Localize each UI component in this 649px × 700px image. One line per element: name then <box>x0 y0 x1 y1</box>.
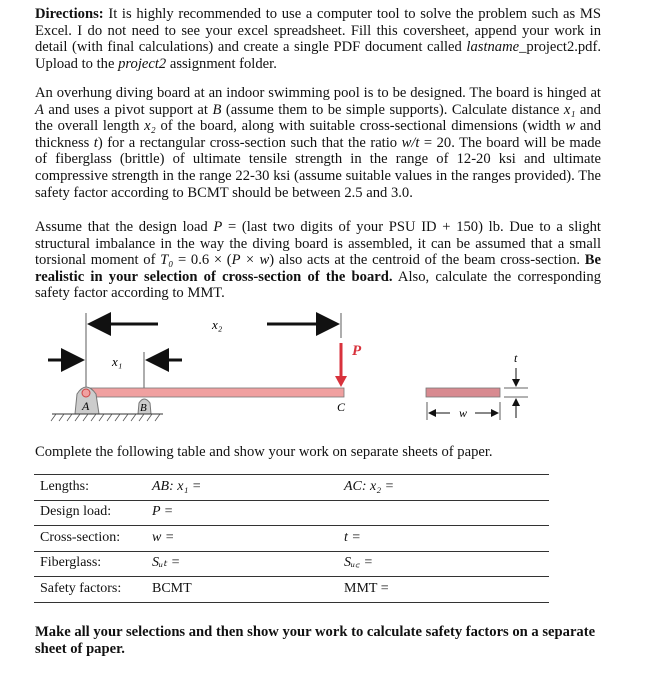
row-label: Safety factors: <box>34 577 146 603</box>
text: ) also acts at the centroid of the beam cross-section. <box>269 252 585 269</box>
text: t <box>93 134 98 151</box>
thickness-label: t <box>514 351 518 365</box>
problem-paragraph <box>35 85 601 201</box>
text: lastname <box>466 39 520 56</box>
cell: Sᵤ꜀ = <box>344 555 373 571</box>
cell: P = <box>152 504 174 520</box>
table-row <box>34 526 549 552</box>
text: ) for a rectangular cross-section such that the ratio <box>97 134 402 151</box>
cell: AB: x₁ = <box>152 478 202 494</box>
text: assignment folder. <box>166 55 277 72</box>
text: w <box>565 118 576 135</box>
text: Also, calculate the corresponding safety factor according to MMT. <box>35 268 601 302</box>
directions-label: Directions: <box>35 6 104 22</box>
cell <box>338 500 549 526</box>
table-caption: Complete the following table and show your work on separate sheets of paper. <box>35 444 493 460</box>
table-row <box>34 577 549 603</box>
text: An overhung diving board at an indoor swimming pool is to be designed. The board is hinged at <box>35 85 601 101</box>
text: = 0.6 × ( <box>173 252 232 269</box>
row-label: Lengths: <box>34 475 146 501</box>
x2-label: x₂ <box>212 317 223 332</box>
diving-board-diagram <box>30 310 630 440</box>
text: Assume that the design load <box>35 219 214 235</box>
text: (assume them to be simple supports). Calculate distance <box>221 101 564 118</box>
load-arrow <box>335 343 362 387</box>
table-row <box>34 475 549 501</box>
cell: t = <box>344 529 361 545</box>
text: x₂ <box>144 118 156 135</box>
dimension-x2 <box>86 313 341 388</box>
point-c-label: C <box>337 400 346 414</box>
load-label: P <box>352 343 362 359</box>
text: It is highly recommended to use a computer tool to solve the problem such as MS Excel. I do not need to see your excel spreadsheet. Fill this coversheet, append your work in detail (with final calculations) and create a single PDF document called <box>35 6 601 56</box>
directions-paragraph <box>35 6 601 72</box>
text: P <box>213 219 223 235</box>
point-a-label: A <box>82 399 90 413</box>
diving-board <box>86 388 344 397</box>
point-b-label: B <box>140 402 147 414</box>
text: = (last two digits of your PSU ID + 150) lb. Due to a slight structural imbalance in the way the diving board is assembled, it can be assumed that a small torsional moment of <box>35 219 601 269</box>
row-label: Design load: <box>34 500 146 526</box>
text: and uses a pivot support at <box>43 101 213 118</box>
cross-section <box>426 351 528 420</box>
dimension-x1 <box>48 352 182 388</box>
cell: Sᵤₜ = <box>152 555 181 571</box>
load-paragraph <box>35 219 601 302</box>
text: _project2.pdf. Upload to the <box>35 39 601 72</box>
text: B <box>212 101 222 118</box>
cell: w = <box>152 529 175 545</box>
text: T₀ <box>160 252 174 269</box>
text: P × w <box>231 252 270 269</box>
text: project2 <box>118 55 167 72</box>
text: x₁ <box>563 101 576 118</box>
row-label: Fiberglass: <box>34 551 146 577</box>
text: and thickness <box>35 118 601 151</box>
row-label: Cross-section: <box>34 526 146 552</box>
text: and the overall length <box>35 101 601 135</box>
ground-hatch <box>51 414 160 421</box>
cell: BCMT <box>146 577 338 603</box>
text: Be realistic in your selection of cross-section of the board. <box>35 252 601 285</box>
results-table <box>34 474 549 603</box>
x1-label: x₁ <box>112 354 123 369</box>
cell: AC: x₂ = <box>344 478 395 494</box>
cell: MMT = <box>338 577 549 603</box>
final-instruction: Make all your selections and then show your work to calculate safety factors on a separate sheet of paper. <box>35 624 596 657</box>
text: w/t <box>401 134 420 151</box>
text: = 20. The board will be made of fiberglass (brittle) of ultimate tensile strength in the range of 12-20 ksi and ultimate compressive strength in the range 22-30 ksi (assume suitable values in the ranges provided). The safety factor according to BCMT should be between 2.5 and 3.0. <box>35 134 601 201</box>
text: A <box>35 101 44 118</box>
hinge-pin <box>82 389 90 397</box>
width-label: w <box>459 406 468 420</box>
table-row <box>34 500 549 526</box>
table-row <box>34 551 549 577</box>
text: of the board, along with suitable cross-sectional dimensions (width <box>155 118 566 135</box>
